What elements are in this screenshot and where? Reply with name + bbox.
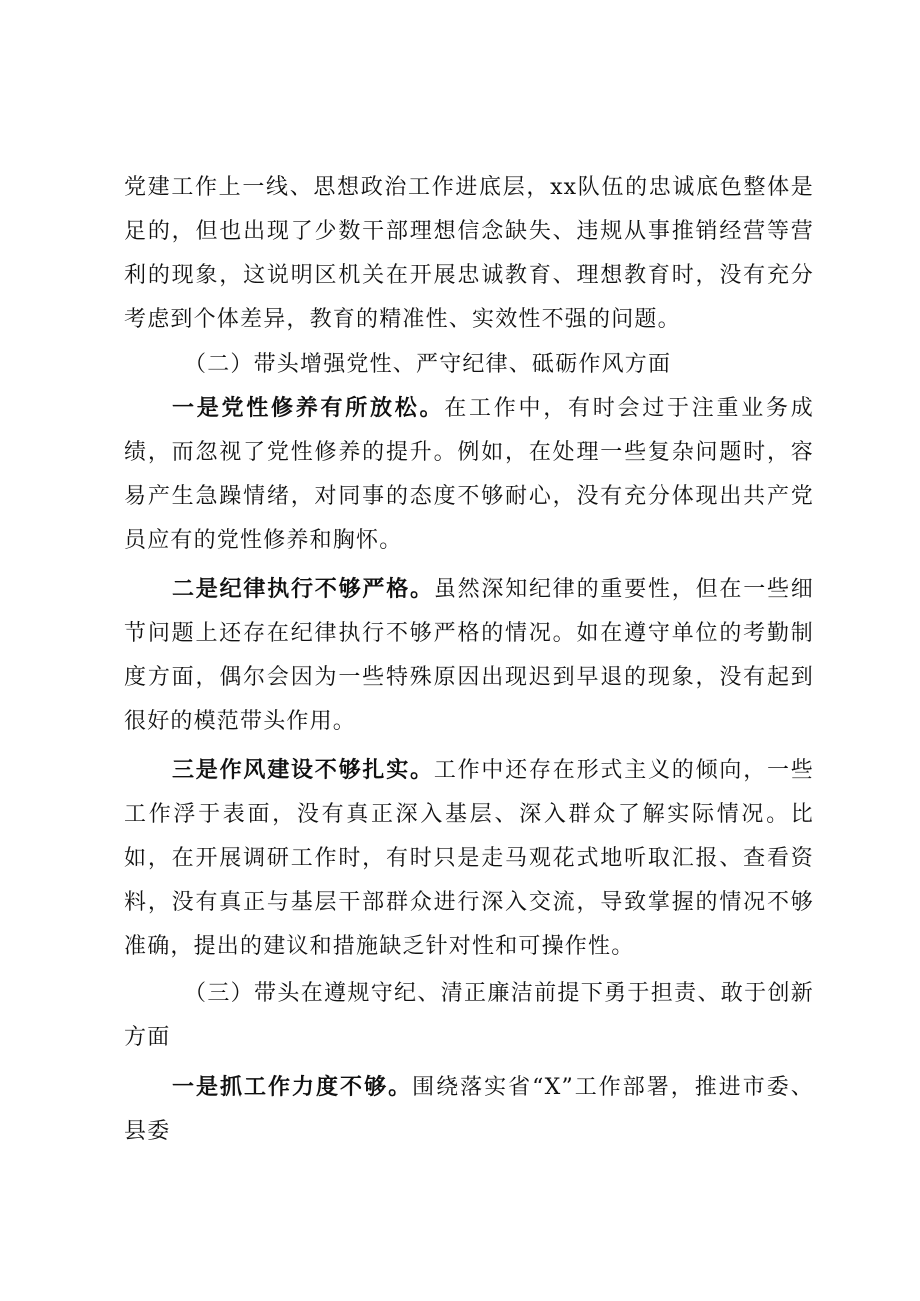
section-heading-3: （三）带头在遵规守纪、清正廉洁前提下勇于担责、敢于创新方面	[124, 981, 814, 1050]
paragraph-discipline	[124, 567, 814, 744]
paragraph-body: 围绕落实省“X”工作部署，推进市委、县委	[124, 1075, 814, 1144]
paragraph-lead: 二是纪律执行不够严格。	[172, 576, 434, 602]
paragraph-lead: 一是党性修养有所放松。	[172, 395, 445, 421]
paragraph-continuation: 党建工作上一线、思想政治工作进底层，xx队伍的忠诚底色整体是足的，但也出现了少数干部理想信念缺失、违规从事推销经营等营利的现象，这说明区机关在开展忠诚教育、理想教育时，没有充分考虑到个体差异，教育的精准性、实效性不强的问题。	[124, 175, 814, 332]
paragraph-body: 在工作中，有时会过于注重业务成绩，而忽视了党性修养的提升。例如，在处理一些复杂问题时，容易产生急躁情绪，对同事的态度不够耐心，没有充分体现出共产党员应有的党性修养和胸怀。	[124, 396, 814, 553]
paragraph-party-cultivation	[124, 386, 814, 563]
paragraph-lead: 三是作风建设不够扎实。	[172, 757, 434, 783]
paragraph-lead: 一是抓工作力度不够。	[172, 1074, 413, 1100]
paragraph-work-style	[124, 748, 814, 969]
paragraph-work-intensity	[124, 1065, 814, 1154]
section-heading-2: （二）带头增强党性、严守纪律、砥砺作风方面	[184, 352, 672, 377]
paragraph-body: 工作中还存在形式主义的倾向，一些工作浮于表面，没有真正深入基层、深入群众了解实际情况。比如，在开展调研工作时，有时只是走马观花式地听取汇报、查看资料，没有真正与基层干部群众进行深入交流，导致掌握的情况不够准确，提出的建议和措施缺乏针对性和可操作性。	[124, 758, 815, 959]
paragraph-body: 虽然深知纪律的重要性，但在一些细节问题上还存在纪律执行不够严格的情况。如在遵守单位的考勤制度方面，偶尔会因为一些特殊原因出现迟到早退的现象，没有起到很好的模范带头作用。	[124, 577, 815, 734]
